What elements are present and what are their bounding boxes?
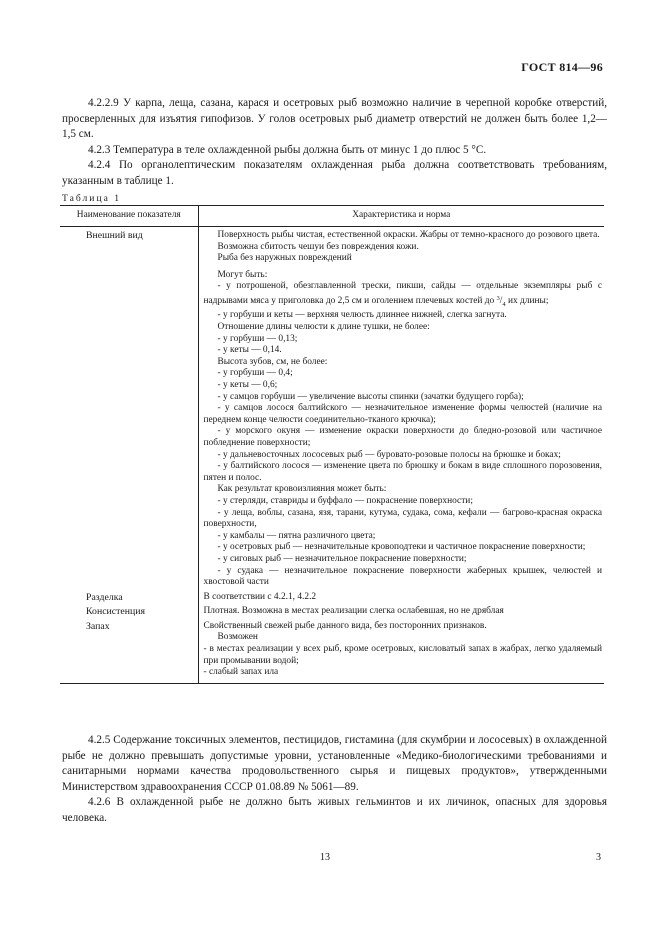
column-header-norm: Характеристика и норма — [198, 206, 604, 227]
norm-line: Отношение длины челюсти к длине тушки, не более: — [217, 322, 430, 333]
norm-line: Возможен — [217, 632, 258, 643]
norm-line: - у морского окуня — изменение окраски поверхности до бледно-розовой или частичное побледнение поверхности; — [203, 426, 602, 448]
table-row-smell — [60, 618, 604, 683]
norm-line: - в местах реализации у всех рыб, кроме осетровых, кисловатый запах в жабрах, легко удаляемый при промывании водой; — [203, 644, 602, 666]
norm-line: Поверхность рыбы чистая, естественной окраски. Жабры от темно-красного до розового цвета. — [217, 230, 600, 240]
organoleptic-table — [60, 205, 604, 684]
table-row-cutting — [60, 589, 604, 604]
indicator-name: Внешний вид — [60, 227, 198, 589]
paragraph-4-2-3: 4.2.3 Температура в теле охлажденной рыбы должна быть от минус 1 до плюс 5 °С. — [88, 143, 487, 156]
indicator-name: Консистенция — [60, 603, 198, 618]
norm-line: В соответствии с 4.2.1, 4.2.2 — [203, 591, 317, 602]
norm-line: - у дальневосточных лососевых рыб — буровато-розовые полосы на брюшке и боках; — [217, 449, 561, 460]
indicator-name: Запах — [60, 618, 198, 683]
norm-line: - у балтийского лосося — изменение цвета по брюшку и бокам в виде сплошного порозовения, пятен и полос. — [203, 461, 602, 483]
norm-line: Свойственный свежей рыбе данного вида, без посторонних признаков. — [203, 620, 487, 631]
norm-line: - у сиговых рыб — незначительное покраснение поверхности; — [217, 553, 467, 564]
norm-cell — [198, 618, 604, 683]
table-caption: Таблица 1 — [62, 193, 122, 204]
paragraph-4-2-6: 4.2.6 В охлажденной рыбе не должно быть живых гельминтов и их личинок, опасных для здоровья человека. — [62, 796, 607, 824]
paragraph-4-2-2-9: 4.2.2.9 У карпа, леща, сазана, карася и осетровых рыб возможно наличие в черепной коробке отверстий, просверленных для изъятия гипофизов. У голов осетровых рыб диаметр отверстий не должен быть более 1,2—1,5 см. — [62, 97, 607, 141]
bottom-paragraphs — [62, 733, 607, 827]
norm-line: - у леща, воблы, сазана, язя, тарани, кутума, судака, сома, кефали — багрово-красная окраска поверхности, — [203, 507, 602, 530]
norm-cell — [198, 589, 604, 604]
column-header-indicator: Наименование показателя — [60, 206, 198, 227]
norm-line: - у кеты — 0,14. — [217, 345, 282, 356]
norm-line: Могут быть: — [217, 269, 268, 280]
norm-line: - у судака — незначительное покраснение поверхности жаберных крышек, челюстей и хвостовой части — [203, 565, 602, 588]
table-row-consistency — [60, 603, 604, 618]
sheet-number: 3 — [596, 852, 601, 863]
norm-line: Рыба без наружных повреждений — [217, 253, 352, 264]
norm-line: - у осетровых рыб — незначительные кровоподтеки и частичное покраснение поверхности; — [217, 542, 586, 553]
norm-line: - у камбалы — пятна различного цвета; — [217, 530, 376, 541]
indicator-name: Разделка — [60, 589, 198, 604]
norm-line: - у кеты — 0,6; — [217, 380, 278, 390]
norm-line: - у самцов лосося балтийского — незначительное изменение формы челюстей (наличие на переднем конце челюсти соединительно-тканого крючка); — [203, 403, 602, 425]
fraction-numerator: 3 — [496, 294, 500, 302]
norm-line: - слабый запах ила — [203, 667, 279, 678]
norm-line: Высота зубов, см, не более: — [217, 356, 328, 367]
norm-line: - у горбуши — 0,4; — [217, 368, 293, 379]
top-paragraphs — [62, 96, 607, 190]
paragraph-4-2-4: 4.2.4 По органолептическим показателям охлажденная рыба должна соответствовать требованиям, указанным в таблице 1. — [62, 159, 607, 187]
fraction-denominator: 4 — [502, 300, 506, 308]
fraction-suffix: их длины; — [505, 295, 549, 306]
norm-line: - у горбуши — 0,13; — [217, 333, 298, 344]
norm-cell — [198, 603, 604, 618]
paragraph-4-2-5: 4.2.5 Содержание токсичных элементов, пестицидов, гистамина (для скумбрии и лососевых) в охлажденной рыбе не должно превышать допустимые уровни, установленные «Медико-биологическими требованиями и санитарными нормами качества продовольственного сырья и пищевых продуктов», утвержденными Министерством здравоохранения СССР 01.08.89 № 5061—89. — [62, 734, 607, 793]
norm-line: Возможна сбитость чешуи без повреждения кожи. — [217, 241, 419, 252]
table-row-appearance — [60, 227, 604, 589]
page-number: 13 — [320, 852, 330, 863]
norm-line: - у стерляди, ставриды и буффало — покраснение поверхности; — [217, 495, 473, 506]
standard-header: ГОСТ 814—96 — [521, 60, 603, 74]
norm-line: - у горбуши и кеты — верхняя челюсть длиннее нижней, слегка загнута. — [217, 310, 507, 321]
norm-line-fraction: - у потрошеной, обезглавленной трески, пикши, сайды — отдельные экземпляры рыб с надрывами мяса у приголовка до 2,5 см и оголением плечевых костей до $^3/_4$ их длины; — [203, 281, 602, 308]
norm-line-text: - у потрошеной, обезглавленной трески, пикши, сайды — отдельные экземпляры рыб с надрывами мяса у приголовка до 2,5 см и оголением плечевых костей до — [203, 281, 602, 306]
norm-line: - у самцов горбуши — увеличение высоты спинки (зачатки будущего горба); — [217, 391, 524, 402]
norm-cell — [198, 227, 604, 589]
norm-line: Как результат кровоизлияния может быть: — [217, 484, 387, 495]
norm-line: Плотная. Возможна в местах реализации слегка ослабевшая, но не дряблая — [203, 606, 504, 617]
